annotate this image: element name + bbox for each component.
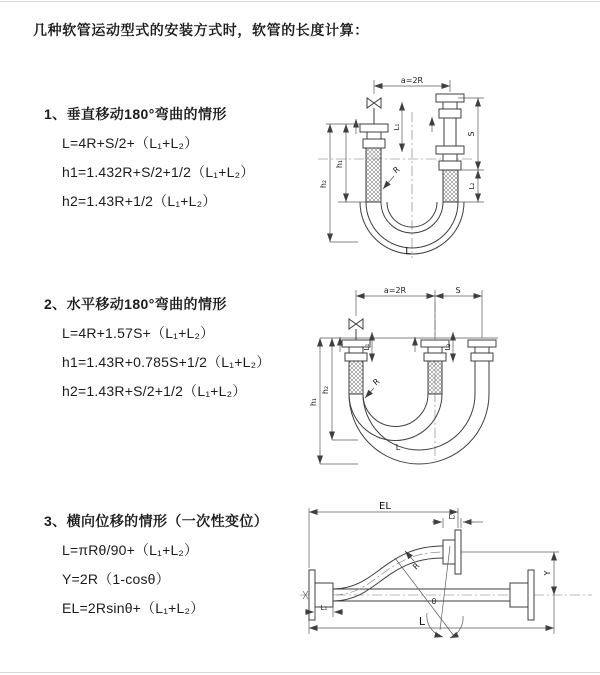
dimension-h1 <box>326 124 366 202</box>
section-2-heading: 2、水平移动180°弯曲的情形 <box>44 296 227 312</box>
section-3-formula-L: L=πRθ/90+（L₁+L₂） <box>62 542 199 558</box>
page-title: 几种软管运动型式的安装方式时，软管的长度计算： <box>33 22 369 38</box>
section-2 <box>44 294 324 401</box>
hose-u-bends <box>349 394 489 464</box>
radius-callout <box>383 165 402 189</box>
section-3-formula-EL: EL=2Rsinθ+（L₁+L₂） <box>62 600 205 616</box>
dim-label-L1: L₁ <box>393 123 401 131</box>
section-2-formula-h1: h1=1.43R+0.785S+1/2（L₁+L₂） <box>62 354 271 370</box>
dim-label-h1: h₁ <box>309 397 318 407</box>
section-2-formula-h2: h2=1.43R+S/2+1/2（L₁+L₂） <box>62 383 247 399</box>
right-fitting-moved-position <box>468 340 496 394</box>
dim-label-L: L <box>405 246 411 257</box>
dim-label-L2: L₂ <box>468 182 476 190</box>
left-flange <box>309 570 333 620</box>
centerline <box>300 591 592 599</box>
dim-label-h2: h₂ <box>321 385 330 395</box>
scan-edge-bottom <box>0 672 600 673</box>
dim-label-S: S <box>455 286 461 295</box>
left-fitting <box>360 124 388 202</box>
right-fitting-lower-position <box>436 146 464 202</box>
top-flange-displaced <box>443 530 461 574</box>
dimension-L1 <box>393 102 402 152</box>
valve-icon <box>349 319 363 340</box>
top-dimension-a2R <box>374 76 450 94</box>
dim-label-theta: θ <box>431 597 437 606</box>
dim-label-L2: L₂ <box>448 513 456 521</box>
section-1-formula-h2: h2=1.43R+1/2（L₁+L₂） <box>62 193 217 209</box>
diagram-lateral-displacement <box>297 498 597 646</box>
dim-label-L1: L₁ <box>320 604 328 612</box>
section-3-heading: 3、横向位移的情形（一次性变位） <box>44 513 269 529</box>
dim-label-h2: h₂ <box>319 179 328 189</box>
top-dimension-a2R <box>356 286 482 338</box>
dim-label-L: L <box>395 443 401 452</box>
section-1-formula-h1: h1=1.432R+S/2+1/2（L₁+L₂） <box>62 164 255 180</box>
scan-edge-top <box>0 1 600 2</box>
top-dimension-S <box>435 286 482 296</box>
dimension-h2 <box>319 124 358 242</box>
dim-label-R: R <box>371 376 382 388</box>
diagram-horizontal-180-bend <box>306 282 516 467</box>
right-fitting-upper-position <box>436 94 464 146</box>
section-3-formula-Y: Y=2R（1-cosθ） <box>62 571 170 587</box>
dim-label-S: S <box>467 131 476 137</box>
dim-label-h1: h₁ <box>335 159 344 169</box>
dim-label-EL: EL <box>379 501 391 512</box>
dimension-L2 <box>458 170 484 202</box>
section-3 <box>44 511 324 618</box>
section-1-formula-L: L=4R+S/2+（L₁+L₂） <box>62 135 199 151</box>
dim-label-a2R: a=2R <box>400 76 424 85</box>
dim-label-L2: L₂ <box>444 343 452 351</box>
dimension-L2 <box>432 513 483 528</box>
section-1 <box>44 104 324 211</box>
dim-label-a2R: a=2R <box>383 286 407 295</box>
centerlines <box>320 302 498 460</box>
valve-icon <box>367 98 381 124</box>
right-flange-original-position <box>510 570 534 620</box>
diagram-vertical-180-bend <box>310 72 580 260</box>
radius-callout <box>365 377 382 398</box>
dim-label-R: R <box>411 561 422 572</box>
section-1-heading: 1、垂直移动180°弯曲的情形 <box>44 106 227 122</box>
dim-label-Y: Y <box>543 570 552 576</box>
section-2-formula-L: L=4R+1.57S+（L₁+L₂） <box>62 325 215 341</box>
dim-label-L: L <box>418 615 426 628</box>
hose-displaced-position <box>333 546 443 601</box>
dim-label-R: R <box>391 164 402 176</box>
dim-label-L1: L₁ <box>363 343 371 351</box>
